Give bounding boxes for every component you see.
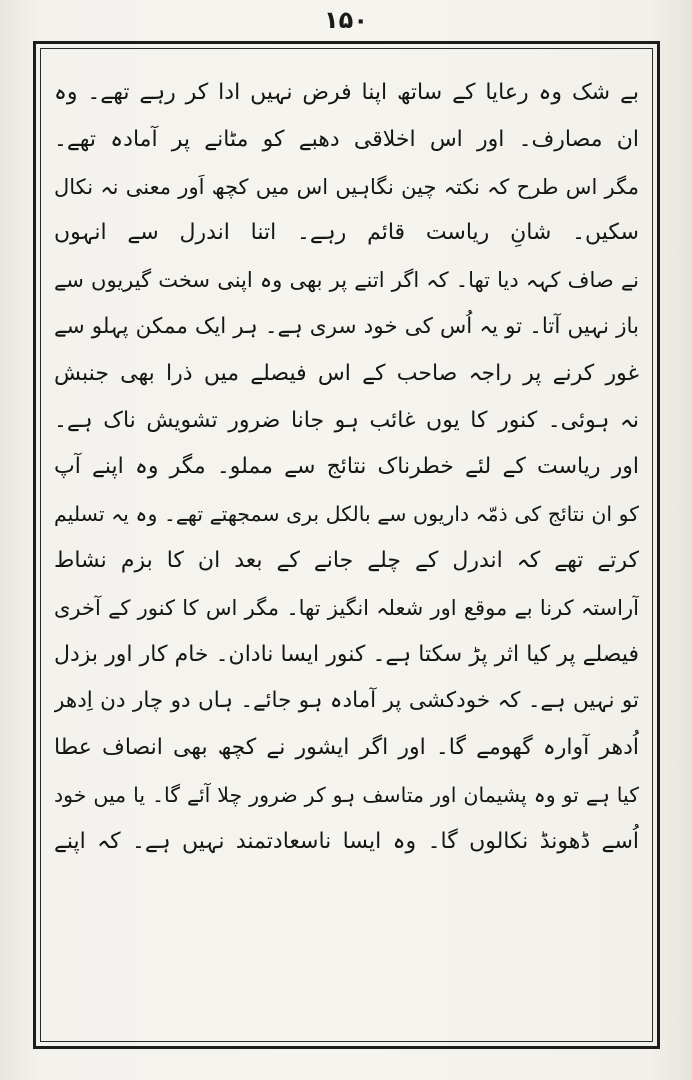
page-number: ۱۵۰ <box>324 6 368 34</box>
text-line: غور کرنے پر راجہ صاحب کے اس فیصلے میں ذرا بھی جنبش <box>54 360 639 386</box>
text-line: باز نہیں آتا۔ تو یہ اُس کی خود سری ہے۔ ہر ایک ممکن پہلو سے <box>54 313 639 339</box>
text-line: نہ ہوئی۔ کنور کا یوں غائب ہو جانا ضرور تشویش ناک ہے۔ <box>54 407 639 433</box>
text-line: بے شک وہ رعایا کے ساتھ اپنا فرض نہیں ادا کر رہے تھے۔ وہ <box>54 80 639 105</box>
text-line: اور ریاست کے لئے خطرناک نتائج سے مملو۔ مگر وہ اپنے آپ <box>54 454 639 480</box>
body-text <box>54 70 639 1030</box>
text-line: ان مصارف۔ اور اس اخلاقی دھبے کو مٹانے پر آمادہ تھے۔ <box>54 126 639 152</box>
text-line: کو ان نتائج کی ذمّہ داریوں سے بالکل بری سمجھتے تھے۔ وہ یہ تسلیم <box>54 502 639 527</box>
text-line: کیا ہے تو وہ پشیمان اور متاسف ہو کر ضرور چلا آئے گا۔ یا میں خود <box>54 782 639 807</box>
text-line: نے صاف کہہ دیا تھا۔ کہ اگر اتنے پر بھی وہ اپنی سخت گیریوں سے <box>54 268 639 293</box>
text-line: اُسے ڈھونڈ نکالوں گا۔ وہ ایسا ناسعادتمند نہیں ہے۔ کہ اپنے <box>54 828 639 854</box>
text-line: تو نہیں ہے۔ کہ خودکشی پر آمادہ ہو جائے۔ ہاں دو چار دن اِدھر <box>54 688 639 714</box>
text-line: سکیں۔ شانِ ریاست قائم رہے۔ اتنا اندرل سے انہوں <box>54 220 639 246</box>
text-line: فیصلے پر کیا اثر پڑ سکتا ہے۔ کنور ایسا نادان۔ خام کار اور بزدل <box>54 641 639 667</box>
text-line: آراستہ کرنا بے موقع اور شعلہ انگیز تھا۔ مگر اس کا کنور کے آخری <box>54 595 639 620</box>
text-line: مگر اس طرح کہ نکتہ چین نگاہیں اس میں کچھ اَور معنی نہ نکال <box>54 174 639 199</box>
text-line: اُدھر آوارہ گھومے گا۔ اور اگر ایشور نے کچھ بھی انصاف عطا <box>54 735 639 761</box>
text-line: کرتے تھے کہ اندرل کے چلے جانے کے بعد ان کا بزم نشاط <box>54 547 639 573</box>
